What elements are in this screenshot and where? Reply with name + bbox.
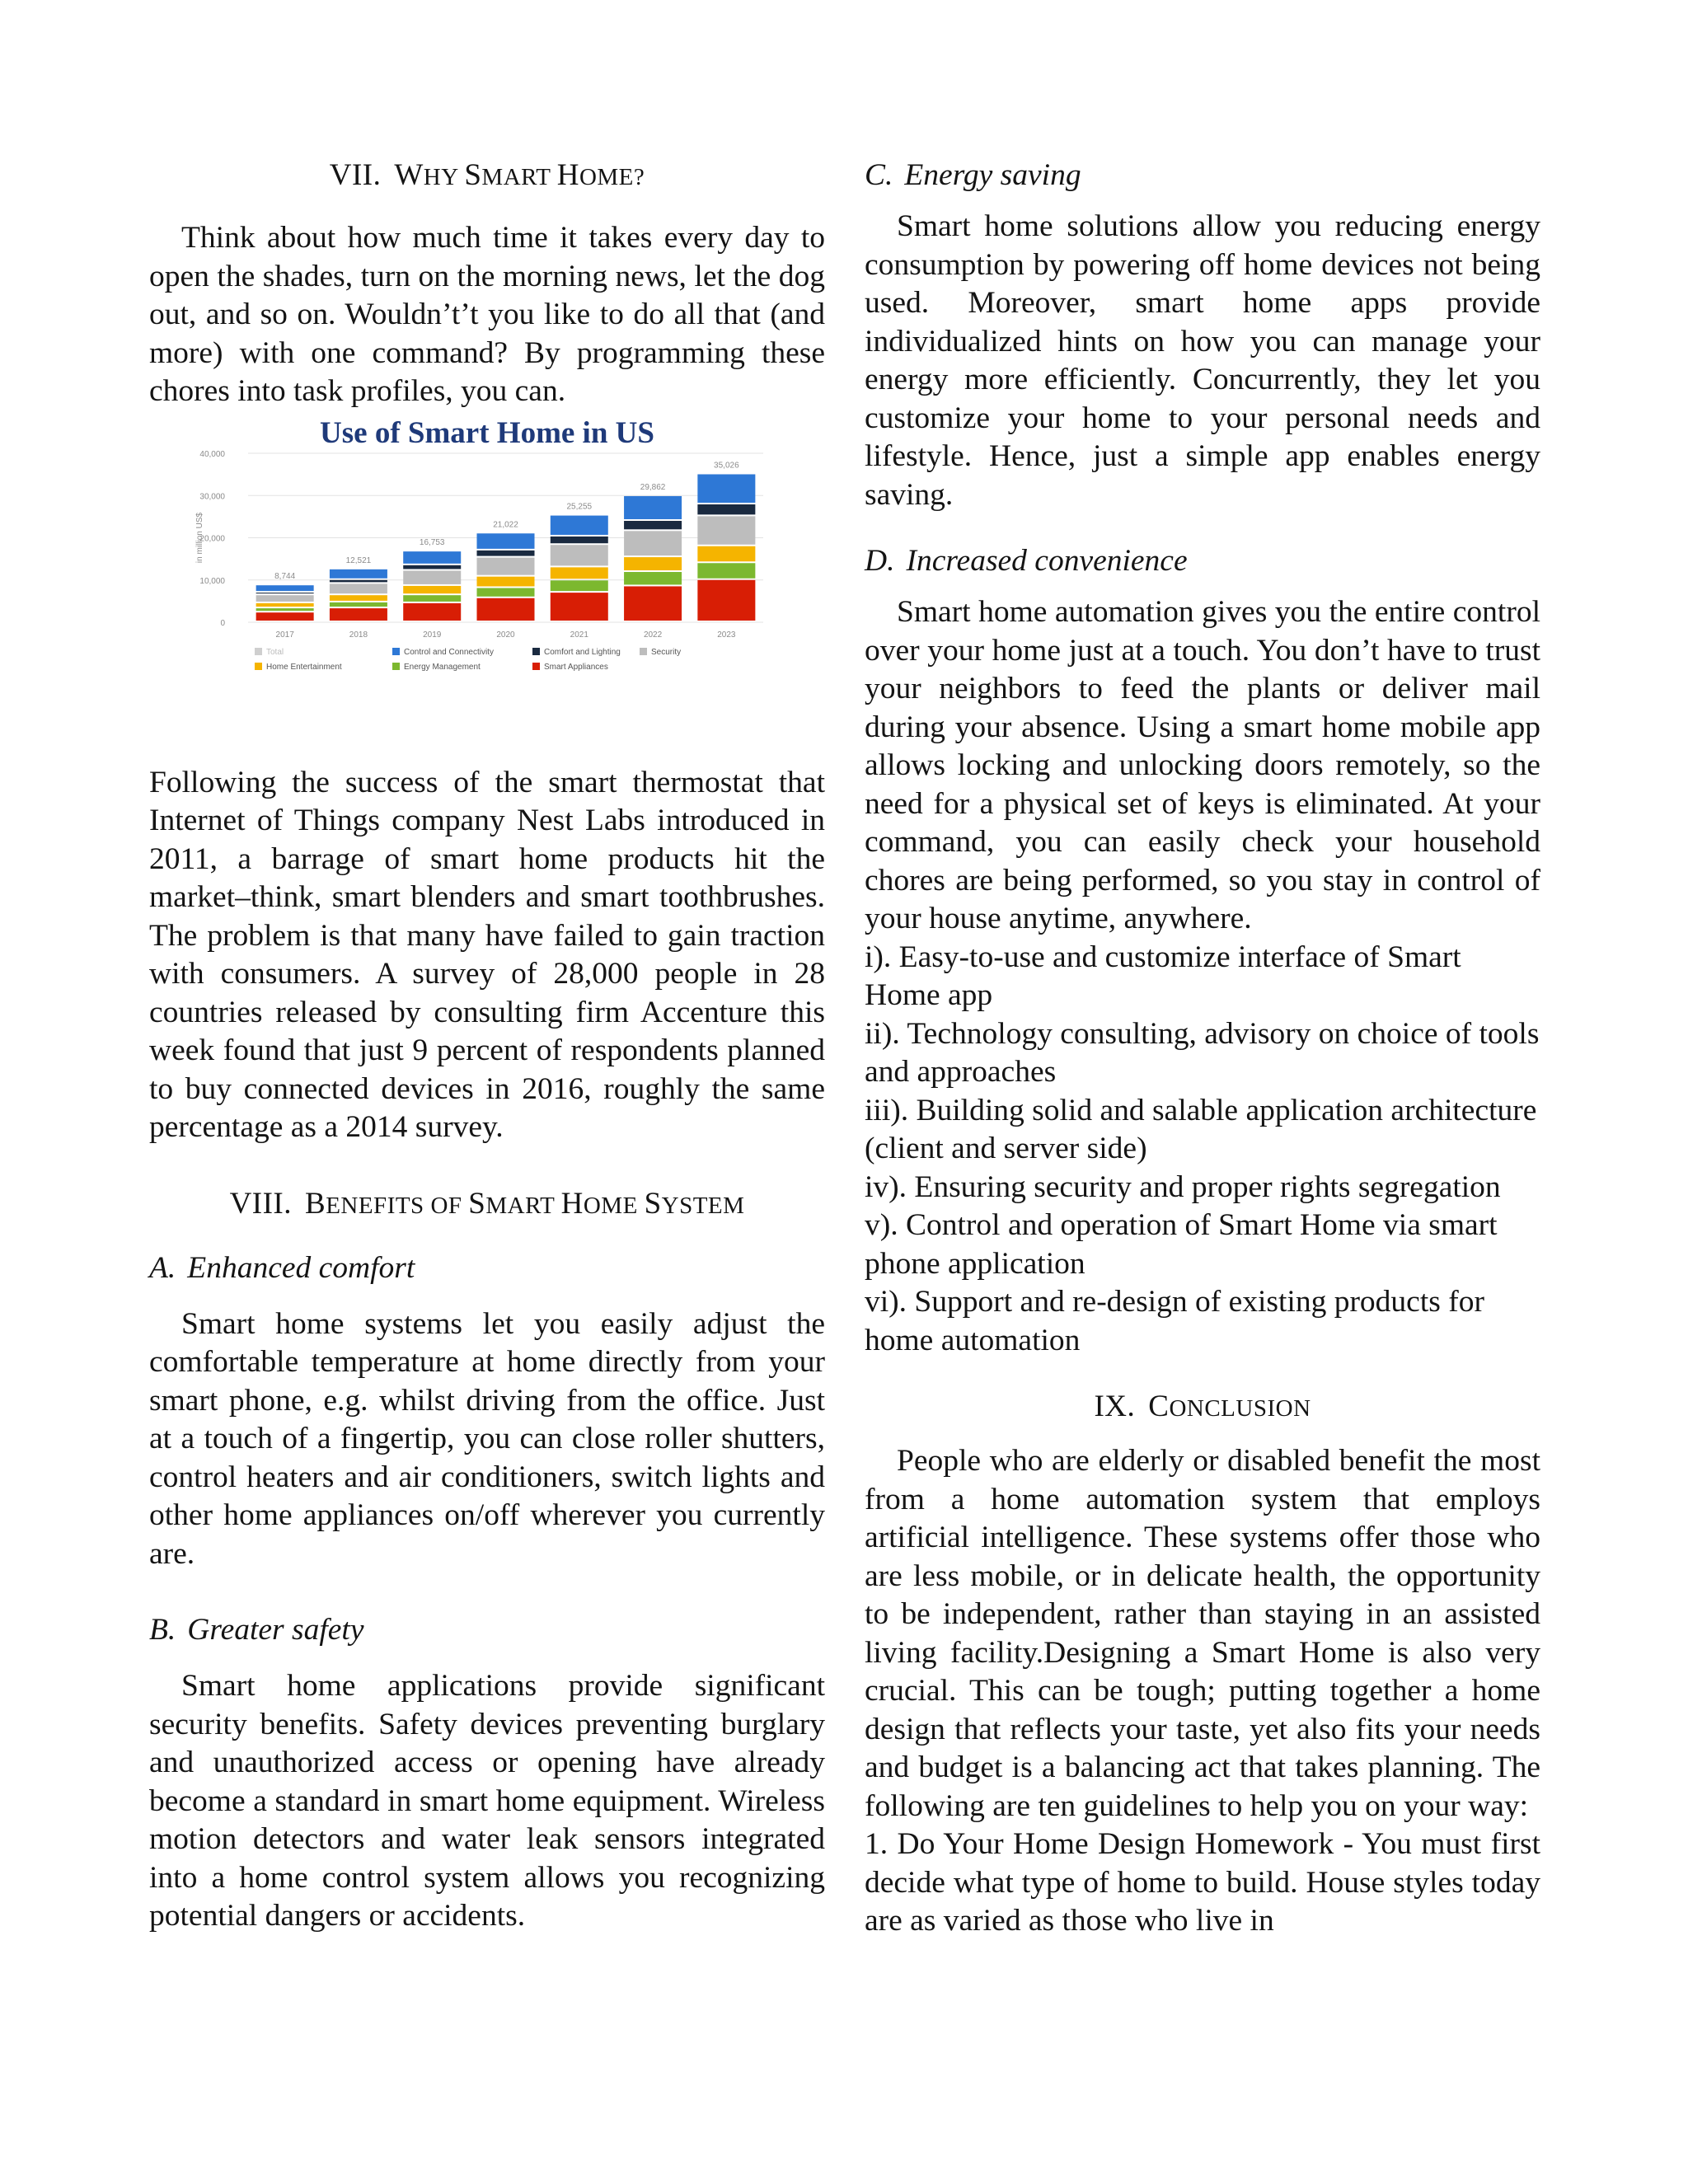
heading-smallcaps: YSTEM [661,1192,745,1219]
subsection-label: B. [149,1613,176,1647]
bar-segment [624,586,682,621]
bar-segment [551,515,608,534]
heading-letter: H [556,158,579,192]
data-label: 8,744 [274,571,296,581]
left-column [149,157,825,1936]
subsection-heading-increased-convenience [865,542,1540,580]
data-label: 25,255 [566,502,593,512]
list-item: ii). Technology consulting, advisory on choice of tools and approaches [865,1016,1540,1089]
x-tick-label: 2021 [570,630,588,640]
data-label: 21,022 [493,519,518,529]
bar-segment [697,563,755,579]
legend-label: Security [651,647,682,657]
subsection-title: Enhanced comfort [187,1250,415,1285]
legend-label: Comfort and Lighting [544,647,621,657]
subsection-heading-enhanced-comfort [149,1249,825,1287]
y-tick-label: 20,000 [199,534,225,543]
subsection-label: D. [865,544,895,578]
data-label: 12,521 [345,555,372,565]
smart-home-chart [149,416,825,746]
paragraph-nest-labs: Following the success of the smart thermostat that Internet of Things company Nest Labs introduced in 2011, a barrage of smart home products hit the market–think, smart blenders and smart toothbrushes. The problem is that many have failed to gain traction with consumers. A survey of 28,000 people in 28 countries released by consulting firm Accenture this week found that just 9 percent of respondents planned to buy connected devices in 2016, roughly the same percentage as a 2014 survey. [149,765,825,1144]
bar-segment [256,585,314,591]
list-item: iii). Building solid and salable application architecture (client and server side) [865,1093,1537,1165]
bar-segment [477,533,535,549]
x-tick-label: 2023 [717,630,736,640]
bar-segment [330,579,387,582]
section-number: VII. [329,158,382,192]
heading-smallcaps: MART [485,1192,561,1219]
y-axis-label: in million US$ [195,512,204,563]
list-item: v). Control and operation of Smart Home via smart phone application [865,1208,1498,1281]
heading-letter: W [394,158,424,192]
list-item: i). Easy-to-use and customize interface of Smart Home app [865,940,1461,1012]
heading-letter: B [305,1186,326,1221]
bar-segment [624,495,682,518]
paragraph-enhanced-comfort: Smart home systems let you easily adjust the comfortable temperature at home directly from your smart phone, e.g. whilst driving from the office. Just at a touch of a fingertip, you can close roller shutters, control heaters and air conditioners, switch lights and other home appliances on/off wherever you currently are. [149,1306,825,1571]
heading-letter: S [464,158,482,192]
heading-letter: S [468,1186,486,1221]
paragraph-energy-saving: Smart home solutions allow you reducing energy consumption by powering off home devices not being used. Moreover, smart home apps provide individualized hints on how you can manage your energy more efficiently. Concurrently, they let you customize your home to your personal needs and lifestyle. Hence, just a simple app enables energy saving. [865,209,1540,512]
section-heading-why-smart-home [149,157,825,196]
legend-swatch [532,663,540,670]
section-heading-benefits [149,1185,825,1225]
list-item: vi). Support and re-design of existing products for home automation [865,1285,1484,1357]
chart-title: Use of Smart Home in US [320,415,654,450]
heading-smallcaps: OME [583,1192,645,1219]
legend-swatch [640,648,647,655]
guideline-item: 1. Do Your Home Design Homework - You must first decide what type of home to build. House styles today are as varied as those who live in [865,1827,1540,1938]
y-tick-label: 0 [220,618,225,628]
bar-segment [697,546,755,561]
right-column [865,157,1540,1941]
section-number: VIII. [229,1186,292,1221]
heading-letter: S [644,1186,662,1221]
heading-smallcaps: ONCLUSION [1169,1395,1311,1422]
paragraph-greater-safety: Smart home applications provide significant security benefits. Safety devices preventing burglary and unauthorized access or opening have already become a standard in smart home equipment. Wireless motion detectors and water leak sensors integrated into a home control system allows you recognizing potential dangers or accidents. [149,1669,825,1933]
paragraph-why-intro: Think about how much time it takes every day to open the shades, turn on the morning news, let the dog out, and so on. Wouldn’t’t you like to do all that (and more) with one command? By programming these chores into task profiles, you can. [149,221,825,408]
subsection-heading-energy-saving [865,157,1540,194]
bar-segment [256,602,314,606]
bar-segment [330,569,387,578]
bar-segment [256,612,314,621]
bar-segment [551,580,608,591]
y-tick-label: 10,000 [199,576,225,586]
bar-segment [403,565,461,569]
bar-segment [477,557,535,574]
bar-segment [256,595,314,602]
data-label: 35,026 [714,460,739,470]
heading-smallcaps: HY [423,164,465,190]
legend-label: Energy Management [404,662,481,672]
legend-swatch [532,648,540,655]
subsection-title: Increased convenience [906,544,1188,578]
bar-segment [624,521,682,529]
services-list [865,939,1540,1361]
bar-segment [477,550,535,555]
bar-segment [477,576,535,586]
heading-smallcaps: OME? [579,164,645,190]
bar-segment [624,557,682,570]
subsection-label: C. [865,158,893,192]
heading-smallcaps: MART [481,164,557,190]
chart-canvas [149,416,825,746]
bar-segment [403,595,461,602]
legend-label: Control and Connectivity [404,647,494,657]
x-tick-label: 2017 [275,630,294,640]
list-item: iv). Ensuring security and proper rights segregation [865,1169,1501,1204]
bar-segment [403,551,461,564]
bar-segment [330,583,387,593]
bar-segment [256,608,314,611]
bar-segment [551,593,608,621]
legend-swatch [255,648,262,655]
y-tick-label: 30,000 [199,491,225,501]
x-tick-label: 2018 [349,630,368,640]
bar-segment [403,585,461,593]
heading-smallcaps: ENEFITS OF [326,1192,469,1219]
heading-letter: C [1148,1390,1170,1423]
data-label: 29,862 [640,482,666,492]
paragraph-increased-convenience: Smart home automation gives you the entire control over your home just at a touch. You don’t have to trust your neighbors to feed the plants or deliver mail during your absence. Using a smart home mobile app allows locking and unlocking doors remotely, so the need for a physical set of keys is eliminated. At your command, you can easily check your household chores are being performed, so you stay in control of your house anytime, anywhere. [865,595,1540,935]
bar-segment [551,545,608,565]
legend-label: Smart Appliances [544,662,608,672]
x-tick-label: 2019 [423,630,442,640]
bar-segment [477,598,535,620]
bar-segment [624,531,682,555]
legend-swatch [255,663,262,670]
section-number: IX. [1094,1390,1136,1423]
bar-segment [330,608,387,621]
paragraph-conclusion: People who are elderly or disabled benefit the most from a home automation system that employs artificial intelligence. These systems offer those who are less mobile, or in delicate health, the opportunity to be independent, rather than staying in an assisted living facility.Designing a Smart Home is also very crucial. This can be tough; putting together a home design that reflects your taste, yet also fits your needs and budget is a balancing act that takes planning. The following are ten guidelines to help you on your way: [865,1444,1540,1823]
bar-segment [697,579,755,620]
bar-segment [624,572,682,584]
bar-segment [330,595,387,601]
bar-segment [697,516,755,544]
legend-label: Total [266,647,284,657]
bar-segment [697,474,755,503]
y-tick-label: 40,000 [199,449,225,459]
bar-segment [477,588,535,596]
x-tick-label: 2022 [643,630,663,640]
bar-segment [697,504,755,514]
subsection-title: Energy saving [904,158,1081,192]
bar-segment [551,536,608,542]
legend-swatch [392,663,400,670]
x-tick-label: 2020 [496,630,515,640]
data-label: 16,753 [419,537,445,547]
heading-letter: H [560,1186,584,1221]
bar-segment [403,570,461,583]
bar-segment [403,602,461,620]
subsection-label: A. [149,1250,176,1285]
subsection-heading-greater-safety [149,1611,825,1649]
bar-segment [551,567,608,579]
subsection-title: Greater safety [187,1613,364,1647]
bar-segment [330,602,387,606]
legend-label: Home Entertainment [266,662,342,672]
legend-swatch [392,648,400,655]
section-heading-conclusion [865,1388,1540,1427]
